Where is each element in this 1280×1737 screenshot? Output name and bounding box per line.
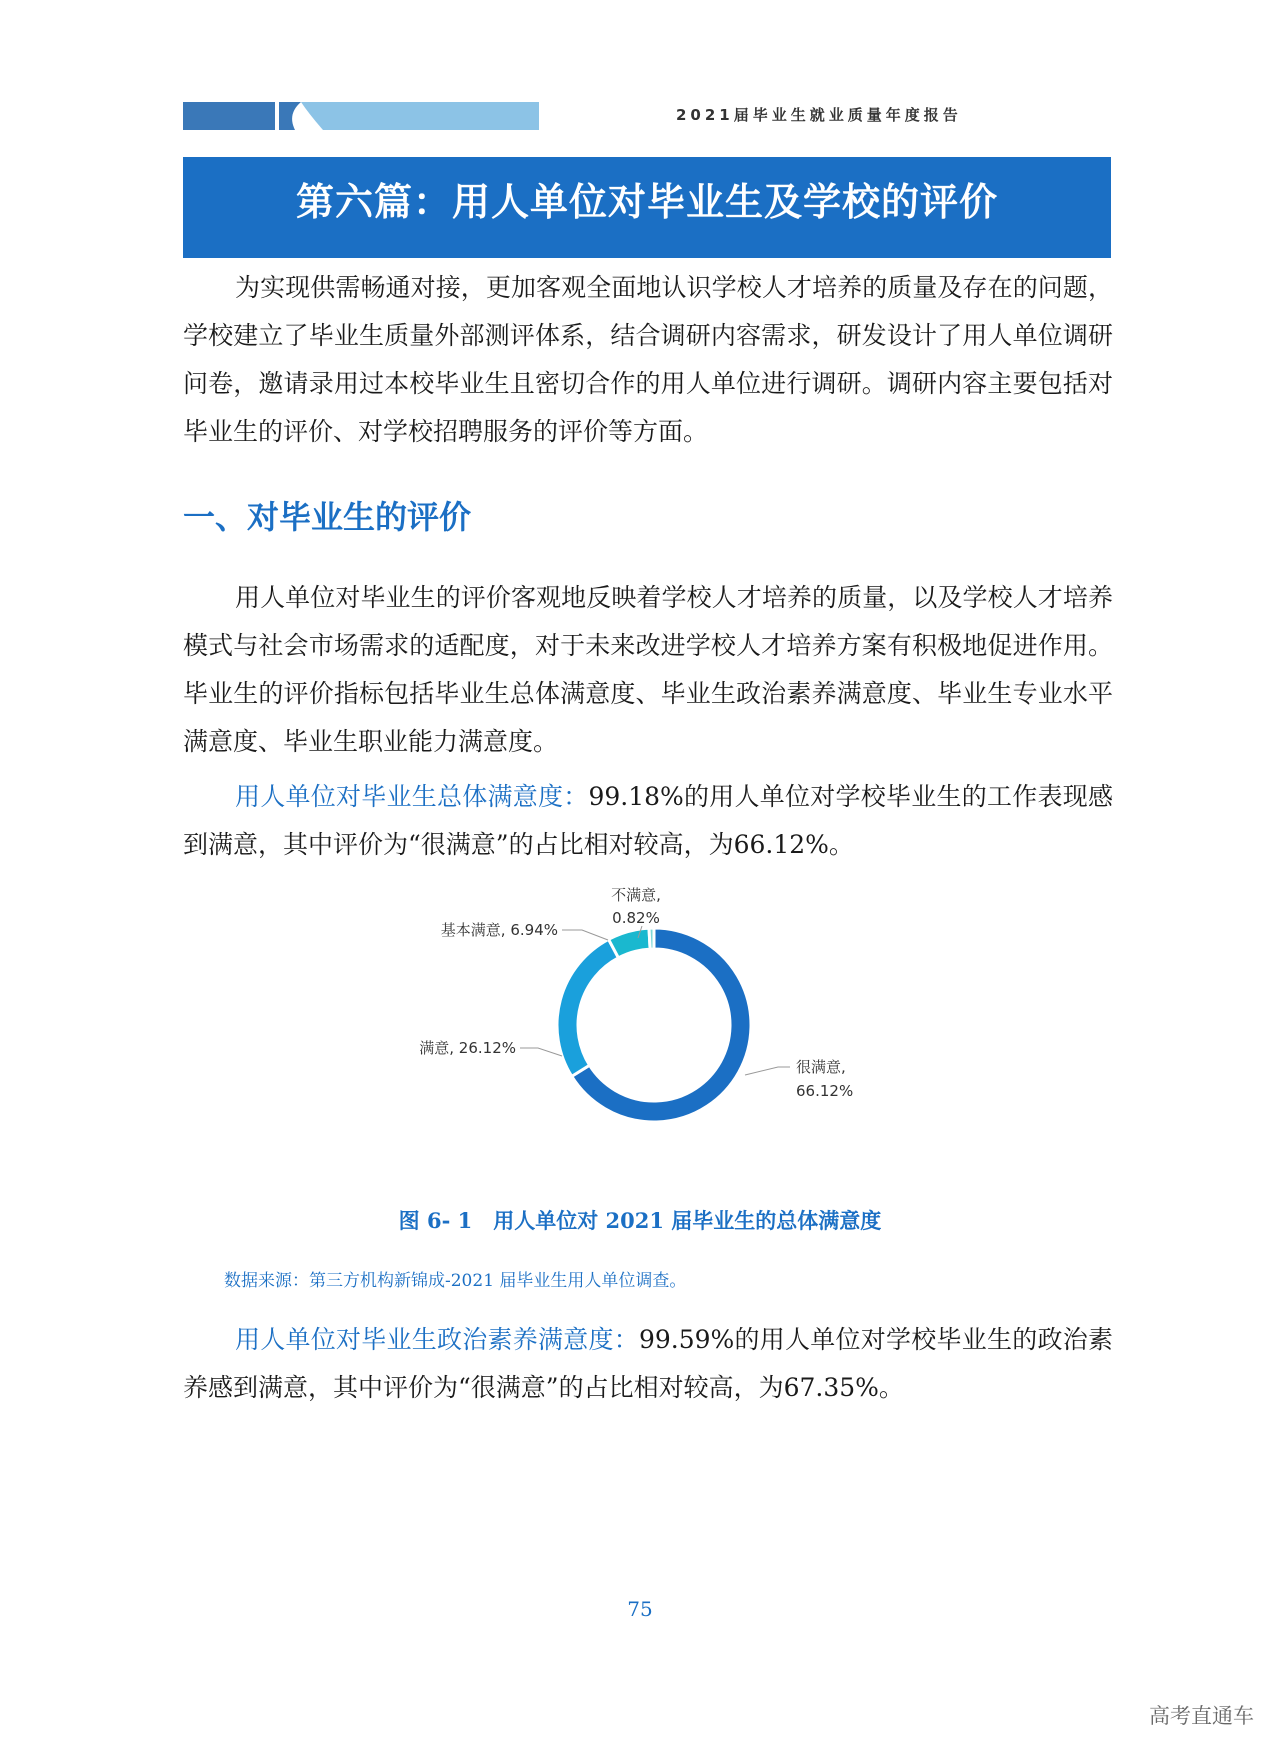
overall-satisfaction-lead: 用人单位对毕业生总体满意度： xyxy=(235,782,589,811)
label-satisfied: 满意, 26.12% xyxy=(419,1039,516,1057)
watermark-text: 高考直通车 xyxy=(1149,1704,1254,1728)
donut-chart-svg xyxy=(350,880,930,1160)
political-satisfaction-paragraph xyxy=(183,1316,1113,1412)
donut-slices xyxy=(557,928,751,1122)
satisfaction-donut-chart xyxy=(350,880,930,1160)
label-very-satisfied-name: 很满意, xyxy=(796,1058,846,1076)
label-unsatisfied-name: 不满意, xyxy=(611,886,661,904)
label-unsatisfied-value: 0.82% xyxy=(612,909,660,927)
political-satisfaction-lead: 用人单位对毕业生政治素养满意度： xyxy=(235,1325,639,1354)
leader-line-very-satisfied xyxy=(745,1067,790,1075)
section-heading: 一、对毕业生的评价 xyxy=(183,498,472,536)
leader-line-satisfied xyxy=(520,1048,562,1056)
header-band-light xyxy=(301,102,539,130)
intro-paragraph: 为实现供需畅通对接，更加客观全面地认识学校人才培养的质量及存在的问题，学校建立了毕业生质量外部测评体系，结合调研内容需求，研发设计了用人单位调研问卷，邀请录用过本校毕业生且密切合作的用人单位进行调研。调研内容主要包括对毕业生的评价、对学校招聘服务的评价等方面。 xyxy=(183,273,1113,446)
data-source-note: 数据来源：第三方机构新锦成-2021 届毕业生用人单位调查。 xyxy=(224,1271,687,1291)
political-satisfaction-text: 99.59%的用人单位对学校毕业生的政治素养感到满意，其中评价为“很满意”的占比相对较高，为67.35%。 xyxy=(183,1325,1113,1402)
figure-caption: 图 6- 1 用人单位对 2021 届毕业生的总体满意度 xyxy=(398,1208,882,1233)
page-number: 75 xyxy=(627,1597,653,1621)
chapter-title: 第六篇：用人单位对毕业生及学校的评价 xyxy=(295,180,998,224)
overall-satisfaction-paragraph xyxy=(183,773,1113,869)
header-logo-band xyxy=(183,102,539,130)
label-very-satisfied-value: 66.12% xyxy=(796,1082,854,1100)
header-band-dark xyxy=(183,102,275,130)
label-basic-satisfied: 基本满意, 6.94% xyxy=(440,921,558,939)
report-header-title: 2021届毕业生就业质量年度报告 xyxy=(676,106,962,124)
chapter-banner xyxy=(183,157,1111,258)
leader-line-basic-satisfied xyxy=(562,930,608,940)
slice-satisfied xyxy=(557,939,618,1076)
slice-basic-satisfied xyxy=(609,928,651,958)
overall-satisfaction-text: 99.18%的用人单位对学校毕业生的工作表现感到满意，其中评价为“很满意”的占比相对较高，为66.12%。 xyxy=(183,782,1113,859)
slice-unsatisfied xyxy=(649,928,654,949)
section-paragraph: 用人单位对毕业生的评价客观地反映着学校人才培养的质量，以及学校人才培养模式与社会市场需求的适配度，对于未来改进学校人才培养方案有积极地促进作用。毕业生的评价指标包括毕业生总体满意度、毕业生政治素养满意度、毕业生专业水平满意度、毕业生职业能力满意度。 xyxy=(183,583,1113,756)
